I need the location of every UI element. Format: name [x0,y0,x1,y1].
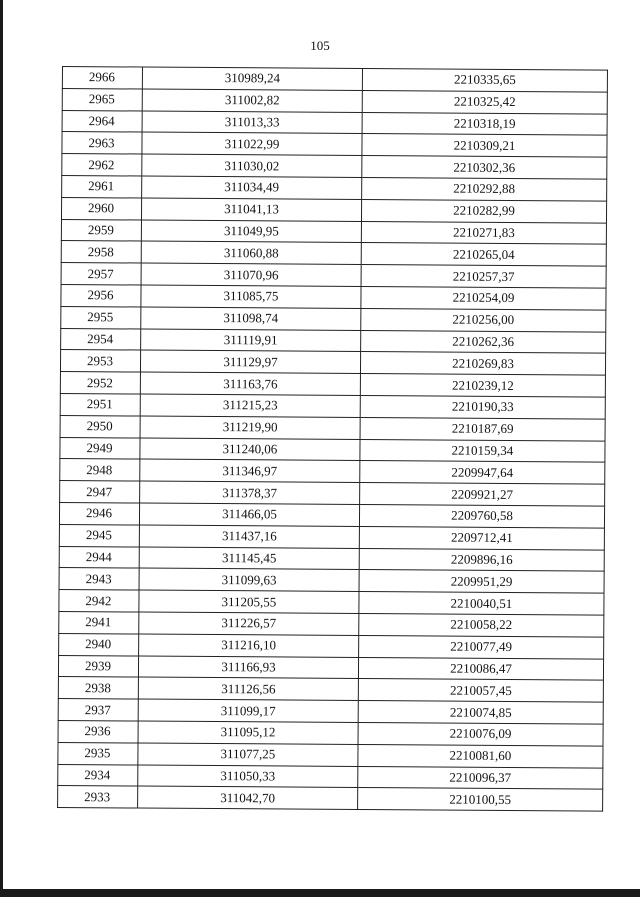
x-coordinate-cell: 311219,90 [140,416,360,439]
point-number-cell: 2945 [59,524,139,546]
y-coordinate-cell: 2210257,37 [361,265,606,288]
x-coordinate-cell: 311129,97 [140,350,360,373]
point-number-cell: 2950 [60,415,140,437]
x-coordinate-cell: 311119,91 [141,329,361,352]
x-coordinate-cell: 311022,99 [142,132,362,155]
point-number-cell: 2952 [60,372,140,394]
point-number-cell: 2964 [62,110,142,132]
y-coordinate-cell: 2209951,29 [359,570,604,593]
y-coordinate-cell: 2210086,47 [358,657,603,680]
coordinates-table [57,66,608,812]
page-number: 105 [310,38,330,53]
y-coordinate-cell: 2210076,09 [358,722,603,745]
y-coordinate-cell: 2210100,55 [358,788,603,811]
x-coordinate-cell: 311163,76 [140,372,360,395]
y-coordinate-cell: 2210318,19 [362,112,607,135]
y-coordinate-cell: 2209760,58 [359,504,604,527]
point-number-cell: 2956 [61,284,141,306]
y-coordinate-cell: 2210040,51 [359,592,604,615]
x-coordinate-cell: 311013,33 [142,111,362,134]
y-coordinate-cell: 2209712,41 [359,526,604,549]
x-coordinate-cell: 311098,74 [141,307,361,330]
scan-border-bottom [0,889,640,897]
point-number-cell: 2962 [62,154,142,176]
y-coordinate-cell: 2210325,42 [362,90,607,113]
table-body [58,67,608,812]
point-number-cell: 2941 [59,611,139,633]
scan-border-left [0,0,3,897]
x-coordinate-cell: 311034,49 [142,176,362,199]
x-coordinate-cell: 311126,56 [138,677,358,700]
x-coordinate-cell: 311002,82 [142,89,362,112]
point-number-cell: 2942 [59,590,139,612]
y-coordinate-cell: 2210159,34 [360,439,605,462]
point-number-cell: 2965 [62,88,142,110]
y-coordinate-cell: 2210057,45 [358,679,603,702]
x-coordinate-cell: 310989,24 [142,67,362,90]
y-coordinate-cell: 2210096,37 [358,766,603,789]
table-row [58,786,603,811]
y-coordinate-cell: 2210254,09 [361,286,606,309]
x-coordinate-cell: 311085,75 [141,285,361,308]
point-number-cell: 2946 [59,502,139,524]
x-coordinate-cell: 311145,45 [139,547,359,570]
y-coordinate-cell: 2210302,36 [362,156,607,179]
x-coordinate-cell: 311042,70 [138,786,358,809]
point-number-cell: 2939 [58,655,138,677]
x-coordinate-cell: 311437,16 [139,525,359,548]
x-coordinate-cell: 311466,05 [139,503,359,526]
y-coordinate-cell: 2209921,27 [360,483,605,506]
point-number-cell: 2938 [58,677,138,699]
point-number-cell: 2959 [61,219,141,241]
point-number-cell: 2954 [61,328,141,350]
point-number-cell: 2934 [58,764,138,786]
y-coordinate-cell: 2210190,33 [360,395,605,418]
y-coordinate-cell: 2210335,65 [362,68,607,91]
y-coordinate-cell: 2210256,00 [361,308,606,331]
x-coordinate-cell: 311095,12 [138,721,358,744]
y-coordinate-cell: 2210081,60 [358,744,603,767]
point-number-cell: 2958 [61,241,141,263]
point-number-cell: 2966 [62,67,142,89]
point-number-cell: 2937 [58,699,138,721]
point-number-cell: 2957 [61,263,141,285]
point-number-cell: 2944 [59,546,139,568]
coordinates-table-container [57,66,607,812]
point-number-cell: 2948 [60,459,140,481]
y-coordinate-cell: 2210271,83 [361,221,606,244]
x-coordinate-cell: 311099,63 [139,568,359,591]
y-coordinate-cell: 2210074,85 [358,701,603,724]
x-coordinate-cell: 311049,95 [141,220,361,243]
y-coordinate-cell: 2210292,88 [362,177,607,200]
y-coordinate-cell: 2210239,12 [360,374,605,397]
x-coordinate-cell: 311070,96 [141,263,361,286]
point-number-cell: 2947 [60,481,140,503]
x-coordinate-cell: 311205,55 [139,590,359,613]
point-number-cell: 2933 [58,786,138,808]
point-number-cell: 2936 [58,720,138,742]
point-number-cell: 2953 [60,350,140,372]
x-coordinate-cell: 311240,06 [140,438,360,461]
x-coordinate-cell: 311041,13 [141,198,361,221]
point-number-cell: 2949 [60,437,140,459]
y-coordinate-cell: 2210058,22 [359,613,604,636]
point-number-cell: 2943 [59,568,139,590]
point-number-cell: 2951 [60,393,140,415]
y-coordinate-cell: 2210265,04 [361,243,606,266]
y-coordinate-cell: 2210309,21 [362,134,607,157]
x-coordinate-cell: 311215,23 [140,394,360,417]
x-coordinate-cell: 311166,93 [138,656,358,679]
point-number-cell: 2961 [62,175,142,197]
x-coordinate-cell: 311077,25 [138,743,358,766]
y-coordinate-cell: 2210262,36 [361,330,606,353]
y-coordinate-cell: 2210269,83 [360,352,605,375]
x-coordinate-cell: 311378,37 [140,481,360,504]
x-coordinate-cell: 311050,33 [138,765,358,788]
x-coordinate-cell: 311346,97 [140,459,360,482]
y-coordinate-cell: 2209947,64 [360,461,605,484]
point-number-cell: 2935 [58,742,138,764]
y-coordinate-cell: 2210077,49 [359,635,604,658]
point-number-cell: 2963 [62,132,142,154]
x-coordinate-cell: 311099,17 [138,699,358,722]
y-coordinate-cell: 2210282,99 [361,199,606,222]
point-number-cell: 2960 [61,197,141,219]
y-coordinate-cell: 2210187,69 [360,417,605,440]
x-coordinate-cell: 311216,10 [139,634,359,657]
point-number-cell: 2955 [61,306,141,328]
point-number-cell: 2940 [59,633,139,655]
y-coordinate-cell: 2209896,16 [359,548,604,571]
x-coordinate-cell: 311060,88 [141,241,361,264]
x-coordinate-cell: 311030,02 [142,154,362,177]
x-coordinate-cell: 311226,57 [139,612,359,635]
